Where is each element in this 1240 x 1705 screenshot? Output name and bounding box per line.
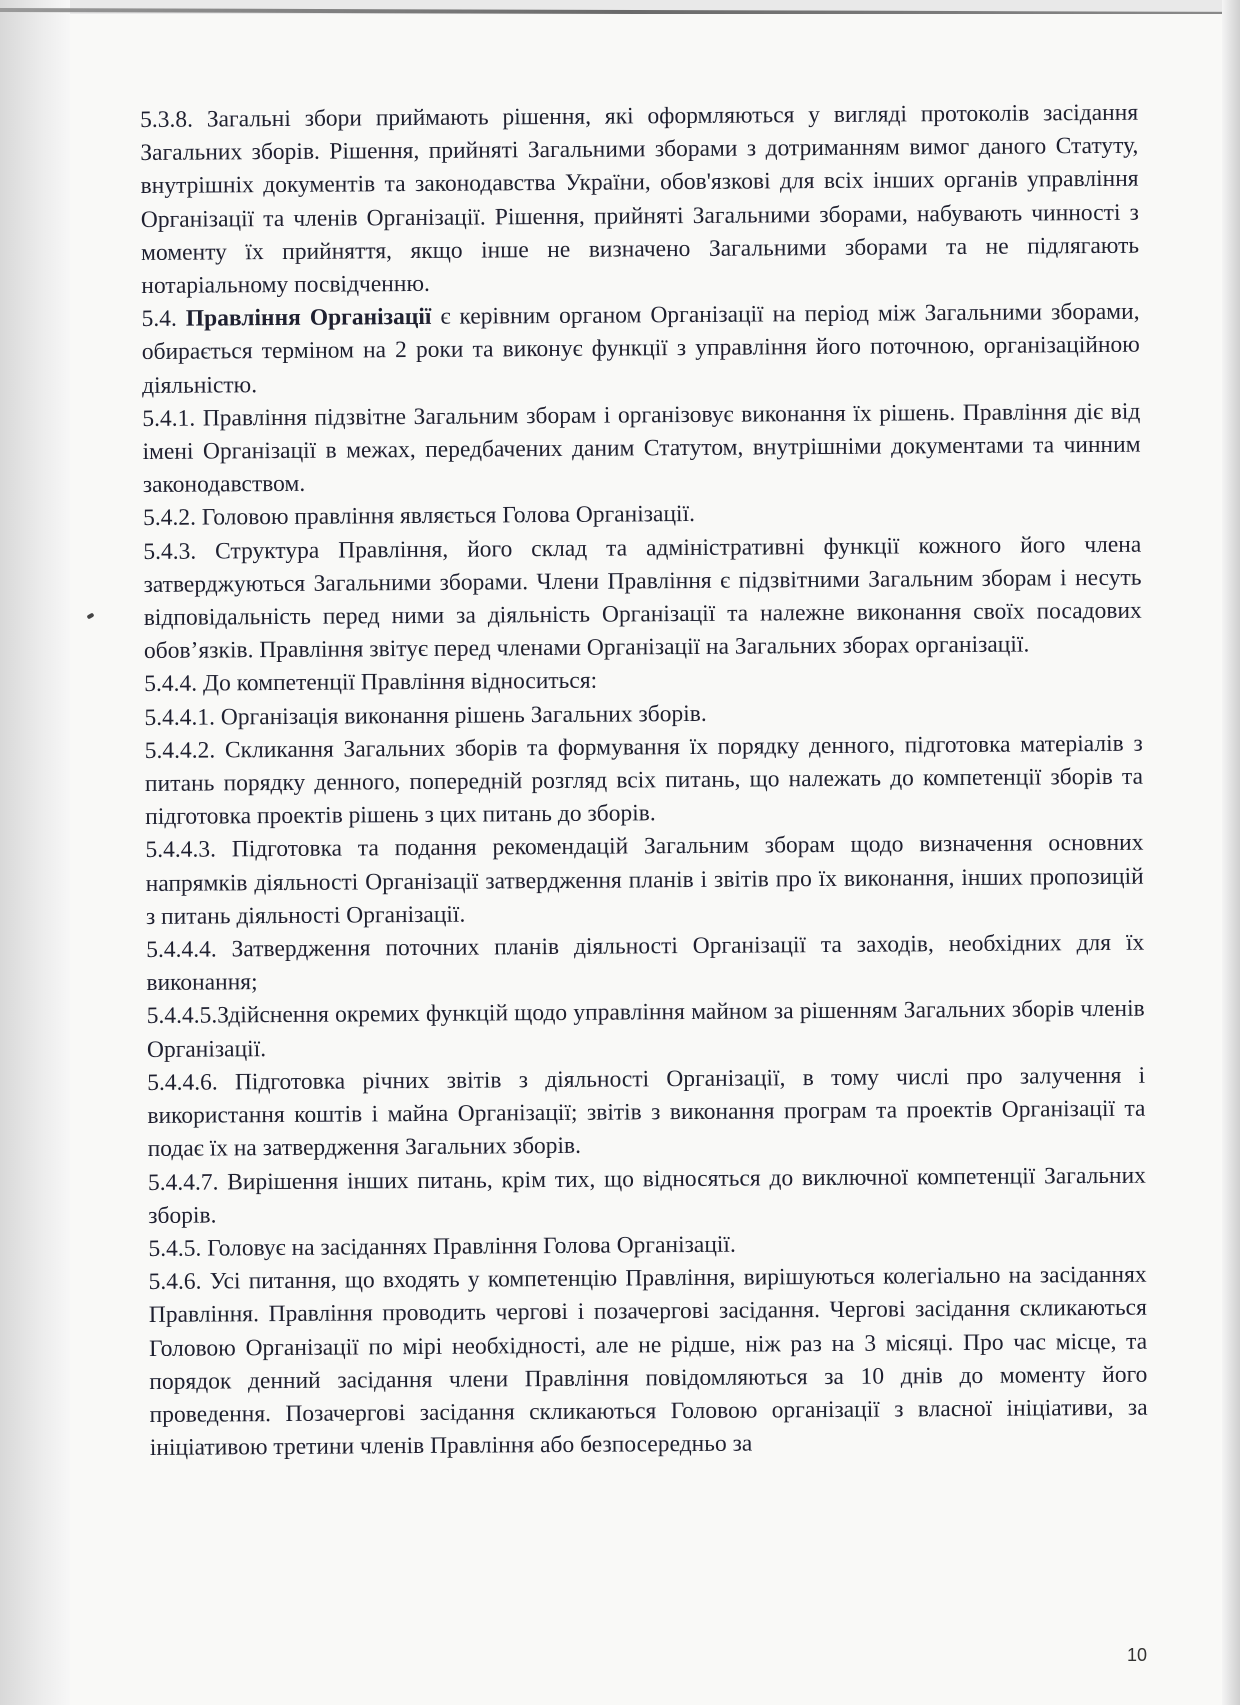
paragraph-5-4-5: 5.4.5. Головує на засіданнях Правління Голова Організації. xyxy=(148,1231,736,1262)
paragraph-5-4-4-4: 5.4.4.4. Затвердження поточних планів діяльності Організації та заходів, необхідних для їх виконання; xyxy=(146,929,1145,997)
paragraph-5-4-4-1: 5.4.4.1. Організація виконання рішень Загальних зборів. xyxy=(144,700,707,731)
paragraph-5-4 xyxy=(141,296,1140,403)
paragraph-text: є керівним органом Організації на період між Загальними зборами, обирається терміном на 2 роки та виконує функції з управління його поточною, організаційною діяльністю. xyxy=(141,298,1140,399)
paragraph-5-4-4: 5.4.4. До компетенції Правління відноситься: xyxy=(144,668,598,698)
paragraph-number: 5.4. xyxy=(141,305,177,333)
paragraph-5-4-4-2: 5.4.4.2. Скликання Загальних зборів та формування їх порядку денного, підготовка матеріалів з питань порядку денного, попередній розгляд всіх питань, що належать до компетенції зборів та підготовка проектів рішень з цих питань до зборів. xyxy=(144,730,1144,831)
scan-margin-left xyxy=(0,0,70,1705)
paragraph-5-4-4-6: 5.4.4.6. Підготовка річних звітів з діяльності Організації, в тому числі про залучення і використання коштів і майна Організації; звітів з виконання програм та проектів Організації та подає їх на затвердження Загальних зборів. xyxy=(147,1062,1146,1163)
paragraph-5-4-4-7: 5.4.4.7. Вирішення інших питань, крім тих, що відносяться до виключної компетенції Загальних зборів. xyxy=(147,1162,1146,1229)
paragraph-5-4-3: 5.4.3. Структура Правління, його склад та адміністративні функції кожного його члена затверджуються Загальними зборами. Члени Правління є підзвітними Загальним зборам і несуть відповідальність перед ними за діяльність Організації та належне виконання своїх посадових обов’язків. Правління звітує перед членами Організації на Загальних зборах організації. xyxy=(143,531,1142,665)
scan-margin-right xyxy=(1222,0,1240,1705)
paragraph-5-4-6: 5.4.6. Усі питання, що входять у компетенцію Правління, вирішуються колегіально на засіданнях Правління. Правління проводить чергові і позачергові засідання. Чергові засідання скликаються Головою Організації по мірі необхідності, але не рідше, ніж раз на 3 місяці. Про час місце, та порядок денний засідання члени Правління повідомляються за 10 днів до моменту його проведення. Позачергові засідання скликаються Головою організації з власної ініціативи, за ініціативою третини членів Правління або безпосередньо за xyxy=(148,1261,1148,1462)
paragraph-5-4-4-3: 5.4.4.3. Підготовка та подання рекомендацій Загальним зборам щодо визначення основних напрямків діяльності Організації затвердження планів і звітів про їх виконання, інших пропозицій з питань діяльності Організації. xyxy=(145,830,1144,930)
document-body xyxy=(140,97,1148,1466)
paragraph-5-3-8: 5.3.8. Загальні збори приймають рішення, які оформляються у вигляді протоколів засідання Загальних зборів. Рішення, прийняті Загальними зборами з дотриманням вимог даного Статуту, внутрішніх документів та законодавства України, обов'язкові для всіх інших органів управління Організації та членів Організації. Рішення, прийняті Загальними зборами, набувають чинності з моменту їх прийняття, якщо інше не визначено Загальними зборами та не підлягають нотаріальному посвідченню. xyxy=(140,99,1140,300)
paragraph-5-4-4-5: 5.4.4.5.Здійснення окремих функцій щодо управління майном за рішенням Загальних зборів членів Організації. xyxy=(146,996,1145,1063)
bold-term: Правління Організації xyxy=(185,304,432,332)
paragraph-5-4-2: 5.4.2. Головою правління являється Голова Організації. xyxy=(142,501,696,532)
paragraph-5-4-1: 5.4.1. Правління підзвітне Загальним зборам і організовує виконання їх рішень. Правління діє від імені Організації в межах, передбачених даним Статутом, внутрішніми документами та чинним законодавством. xyxy=(142,398,1141,499)
page-number: 10 xyxy=(1127,1645,1148,1665)
